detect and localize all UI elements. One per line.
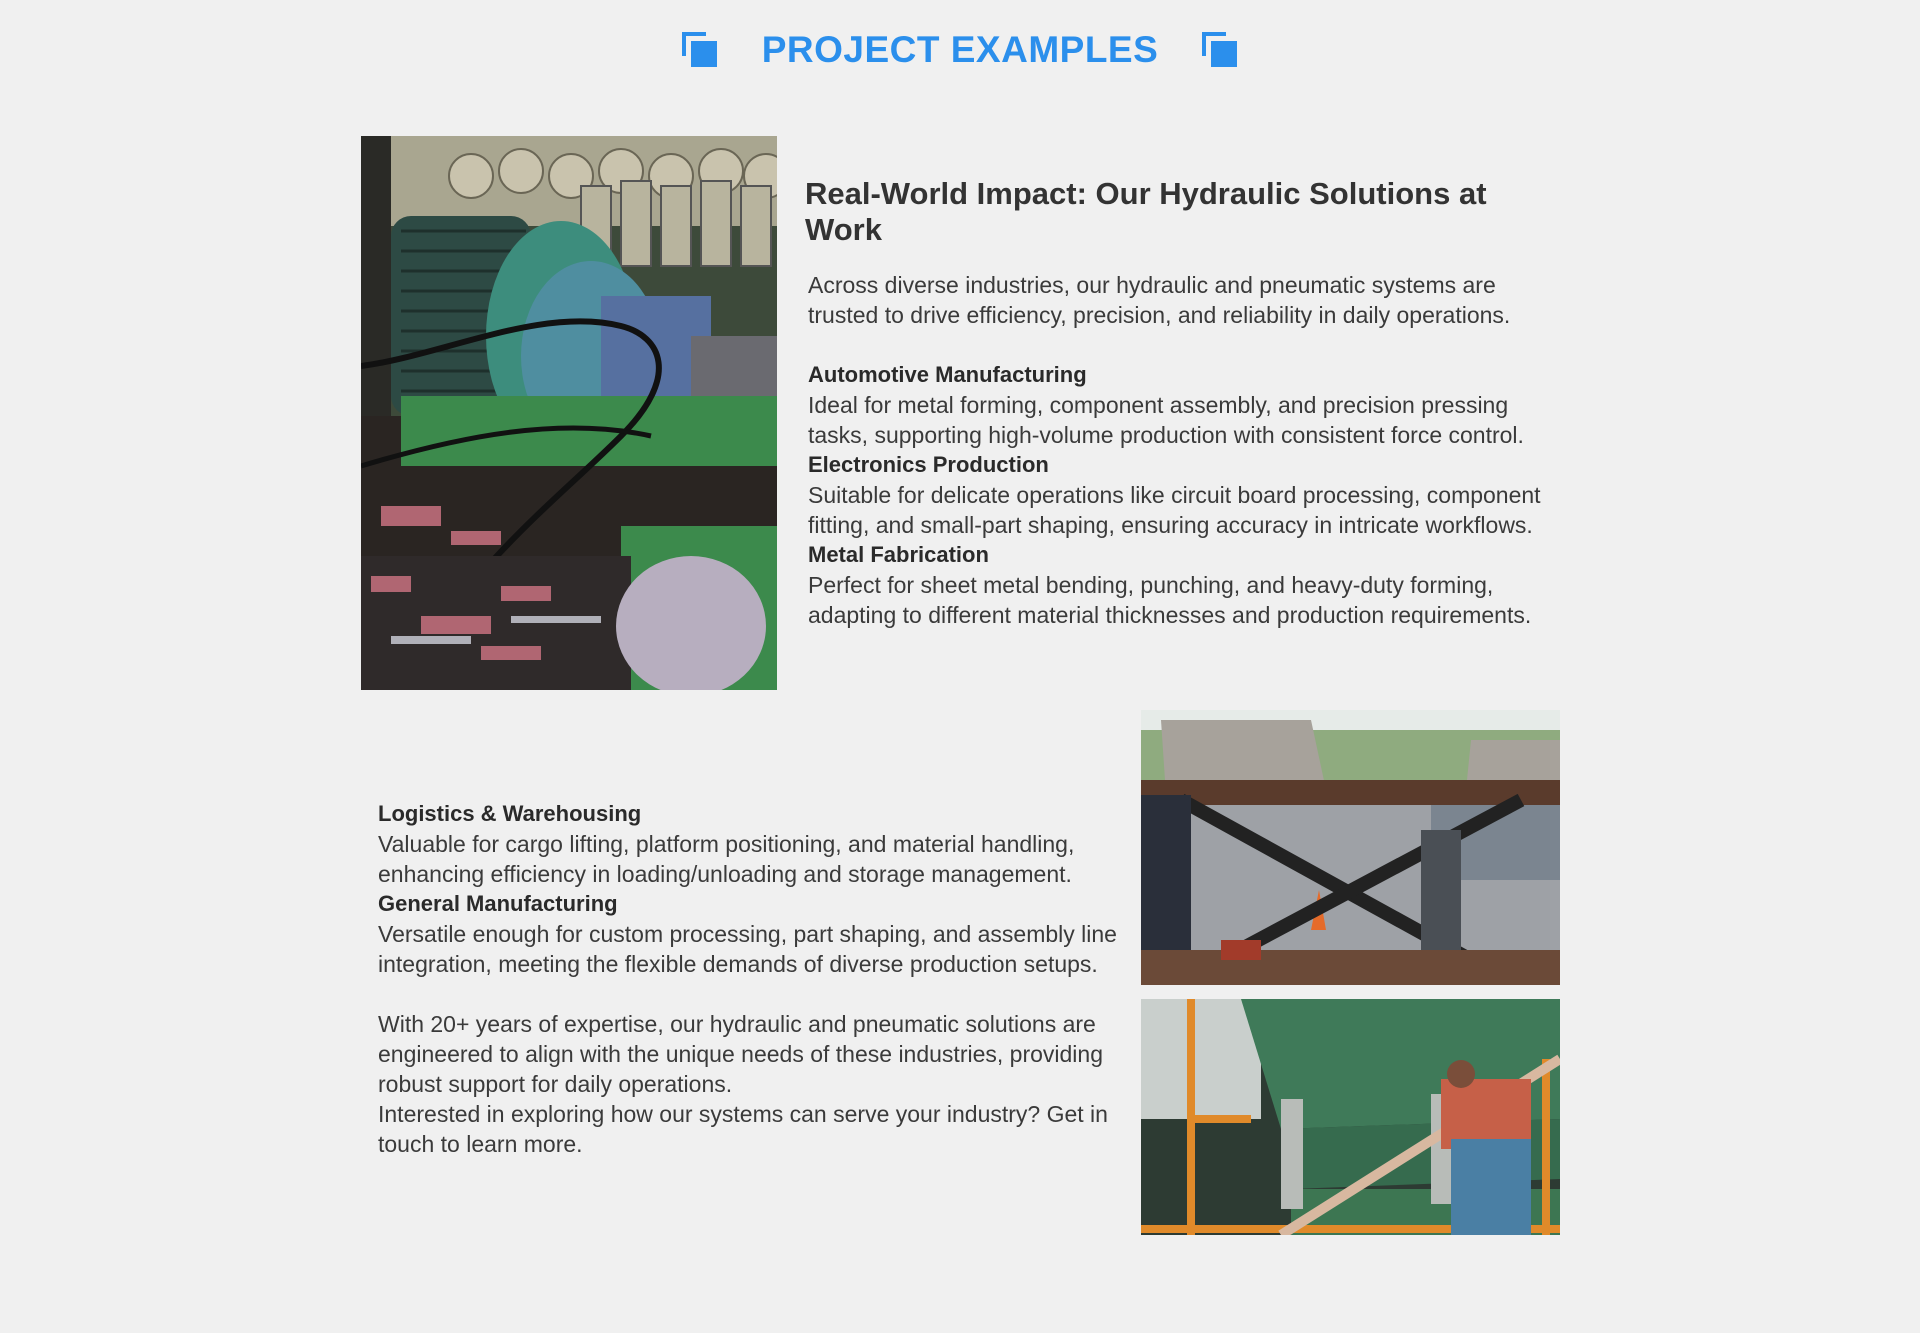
call-to-action: Interested in exploring how our systems can serve your industry? Get in touch to learn more. <box>378 1101 1108 1157</box>
industry-text-logistics: Valuable for cargo lifting, platform positioning, and material handling, enhancing efficiency in loading/unloading and storage management. <box>378 831 1075 887</box>
industry-title-electronics: Electronics Production <box>808 452 1049 477</box>
industry-title-logistics: Logistics & Warehousing <box>378 801 642 826</box>
industry-title-general-manufacturing: General Manufacturing <box>378 891 618 916</box>
more-industries-block <box>378 799 1118 1159</box>
hydraulic-press-photo <box>1141 999 1560 1235</box>
industry-text-electronics: Suitable for delicate operations like circuit board processing, component fitting, and small-part shaping, ensuring accuracy in intricate workflows. <box>808 482 1541 538</box>
industry-text-metal-fabrication: Perfect for sheet metal bending, punching, and heavy-duty forming, adapting to different material thicknesses and production requirements. <box>808 572 1532 628</box>
overlapping-squares-icon <box>1202 32 1238 68</box>
industry-text-automotive: Ideal for metal forming, component assembly, and precision pressing tasks, supporting high-volume production with consistent force control. <box>808 392 1524 448</box>
industry-title-metal-fabrication: Metal Fabrication <box>808 542 989 567</box>
section-header <box>0 22 1920 78</box>
intro-paragraph: Across diverse industries, our hydraulic and pneumatic systems are trusted to drive efficiency, precision, and reliability in daily operations. <box>808 272 1511 328</box>
intro-block <box>805 176 1568 630</box>
industry-text-general-manufacturing: Versatile enough for custom processing, part shaping, and assembly line integration, meeting the flexible demands of diverse production setups. <box>378 921 1117 977</box>
industry-title-automotive: Automotive Manufacturing <box>808 362 1087 387</box>
scissor-lift-photo <box>1141 710 1560 985</box>
section-title: PROJECT EXAMPLES <box>761 29 1159 70</box>
overlapping-squares-icon <box>682 32 718 68</box>
page-heading: Real-World Impact: Our Hydraulic Solutions at Work <box>805 176 1487 247</box>
closing-paragraph: With 20+ years of expertise, our hydraulic and pneumatic solutions are engineered to align with the unique needs of these industries, providing robust support for daily operations. <box>378 1011 1103 1097</box>
hydraulic-motor-photo <box>361 136 777 690</box>
